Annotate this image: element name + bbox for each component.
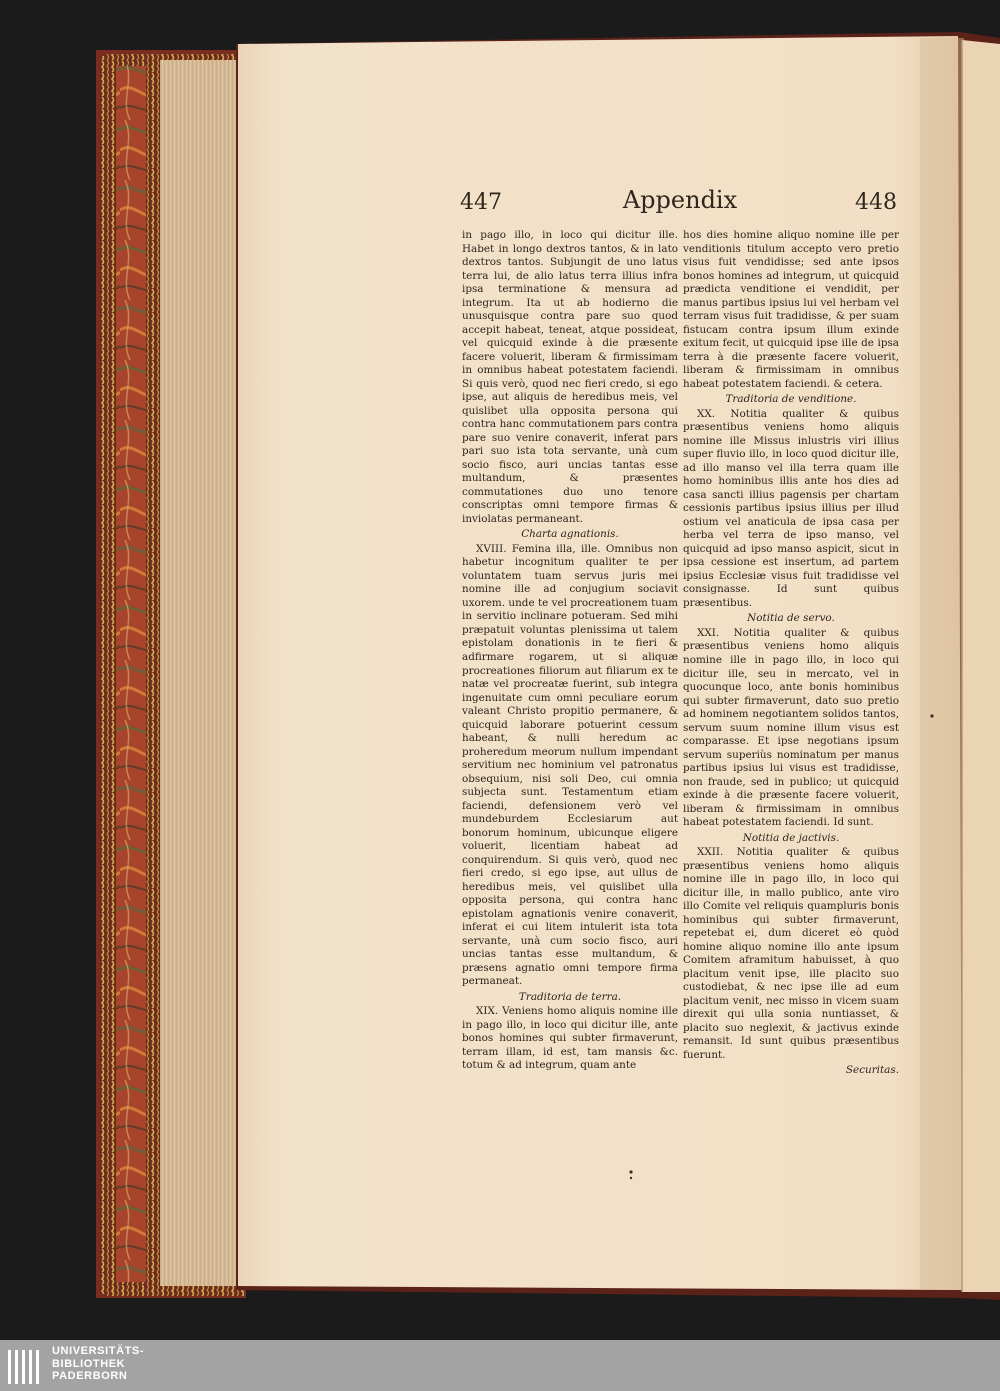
library-logo-icon bbox=[8, 1348, 44, 1384]
section-heading: Notitia de servo. bbox=[747, 612, 835, 625]
text-paragraph: XIX. Veniens homo aliquis nomine ille in pago illo, in loco qui dicitur ille, ante bonos homines qui subter firmaverunt, terram illam, id est, tam mansis &c. totum & ad integrum, quam ante bbox=[462, 1005, 678, 1072]
text-paragraph: XVIII. Femina illa, ille. Omnibus non habetur incognitum qualiter te per voluntatem tuam servus juris mei nomine ille ad conjugium sociavit uxorem. unde te vel procreationem tuam in servitio inclinare potueram. Sed mihi præpatuit voluntas plenissima ut talem epistolam donationis in te fieri & adfirmare rogarem, ut si aliquæ procreationes filiorum aut filiarum ex te natæ vel procreatæ fuerint, sub integra ingenuitate cum omni peculiare eorum valeant Christo propitio permanere, & quicquid laborare potuerint cessum habeant, & nulli heredum ac proheredum meorum nullum impendant servitium nec hominium vel patronatus obsequium, nisi soli Deo, cui omnia subjecta sunt. Testamentum etiam faciendi, defensionem verò vel mundeburdem Ecclesiarum aut bonorum hominum, ubicunque eligere voluerit, licentiam habeat ad conquirendum. Si quis verò, quod nec fieri credo, si ego ipse, aut ullus de heredibus meis, vel quislibet ulla opposita persona, qui contra hanc epistolam agnationis venire conaverit, inferat ei cui litem intulerit ista tota servante, unà cum socio fisco, auri uncias tantas esse multandum, & præsens agnatio omni tempore firma permaneat. bbox=[462, 542, 678, 988]
section-heading: Traditoria de venditione. bbox=[725, 393, 857, 406]
library-name-line2: BIBLIOTHEK bbox=[52, 1357, 126, 1370]
page-number-left: 447 bbox=[460, 190, 502, 215]
section-heading: Charta agnationis. bbox=[521, 528, 619, 541]
text-paragraph: in pago illo, in loco qui dicitur ille. Habet in longo dextros tantos, & in lato dextros tantos. Subjungit de uno latus terra lui, de alio latus terra illius infra ipsa terminatione & mensura ad integrum. Ita ut ab hodierno die unusquisque contra pare suo quod accepit habeat, teneat, atque possideat, vel quicquid exinde à die præsente facere voluerit, liberam & firmissimam in omnibus habeat potestatem faciendi. Si quis verò, quod nec fieri credo, si ego ipse, aut aliquis de heredibus meis, vel quislibet ulla opposita persona qui contra hanc commutationem pars contra pare suo venire conaverit, inferat pars pari suo ista tota servante, unà cum socio fisco, auri uncias tantas esse multandum, & præsentes commutationes duo uno tenore conscriptas omni tempore firmas & inviolatas permaneant. bbox=[462, 229, 678, 525]
page-edges bbox=[160, 60, 240, 1286]
section-heading: Traditoria de terra. bbox=[518, 990, 622, 1003]
text-paragraph: XX. Notitia qualiter & quibus præsentibus veniens homo aliquis nomine ille Missus inlustris viri illius super fluvio illo, in loco quod dicitur ille, ad illo manso vel illa terra quam ille homo hominibus illis ante hos dies ad casa sancti illius pagensis per chartam cessionis partibus ipsius illius per illud ostium vel anaticula de ipsa casa per herba vel terra de ipso manso, vel quicquid ad ipso manso aspicit, sicut in ipsa cessione est insertum, ad partem ipsius Ecclesiæ visus fuit tradidisse vel consignasse. Id sunt quibus præsentibus. bbox=[683, 407, 899, 609]
text-column-right bbox=[683, 229, 899, 1078]
library-name-line3: PADERBORN bbox=[52, 1370, 128, 1382]
text-paragraph: XXII. Notitia qualiter & quibus præsentibus veniens homo aliquis nomine ille in pago illo, in loco qui dicitur ille, in mallo publico, ante viro illo Comite vel reliquis quampluris bonis hominibus qui subter firmaverunt, repetebat ei, dum diceret eò quòd homine aliquo nomine illo ante ipsum Comitem aframitum habuisset, à quo placitum venit ipse, ille placito suo custodiebat, & nec ipse ille ad eum placitum venit, nec misso in vicem suam direxit qui ulla sonia nuntiasset, & placito suo neglexit, & jactivus exinde remansit. Id sunt quibus præsentibus fuerunt. bbox=[683, 846, 899, 1061]
text-paragraph: hos dies homine aliquo nomine ille per venditionis titulum accepto vero pretio visus fuit vendidisse; sed ante ipsos bonos homines ad integrum, ut quicquid prædicta venditione ei vendidit, per manus partibus ipsius lui vel herbam vel terram visus fuit tradidisse, & per suam fistucam contra ipsum illum exinde exitum fecit, ut quicquid ipse ille de ipsa terra à die præsente facere voluerit, liberam & firmissimam in omnibus habeat potestatem faciendi. & cetera. bbox=[683, 229, 899, 390]
right-page-edge bbox=[962, 40, 1000, 1292]
running-title: Appendix bbox=[622, 186, 738, 214]
library-name bbox=[52, 1345, 144, 1383]
library-name-line1: UNIVERSITÄTS- bbox=[52, 1345, 145, 1357]
text-paragraph: XXI. Notitia qualiter & quibus præsentibus veniens homo aliquis nomine ille in pago illo, in loco qui dicitur ille, seu in mercato, vel in quocunque loco, ante bonis hominibus qui subter firmaverunt, dato suo pretio ad hominem negotiantem solidos tantos, servum suum nomine illum visus est comparasse. Et ipse negotians ipsum servum superiùs nominatum per manus partibus ipsius lui visus est tradidisse, non fraude, sed in publico; ut quicquid exinde à die præsente facere voluerit, liberam & firmissimam in omnibus habeat potestatem faciendi. Id sunt. bbox=[683, 626, 899, 829]
section-heading: Notitia de jactivis. bbox=[742, 831, 840, 844]
library-footer bbox=[0, 1340, 1000, 1391]
catchword: Securitas. bbox=[845, 1064, 899, 1077]
page-number-right: 448 bbox=[855, 190, 897, 215]
text-column-left bbox=[462, 229, 678, 1073]
